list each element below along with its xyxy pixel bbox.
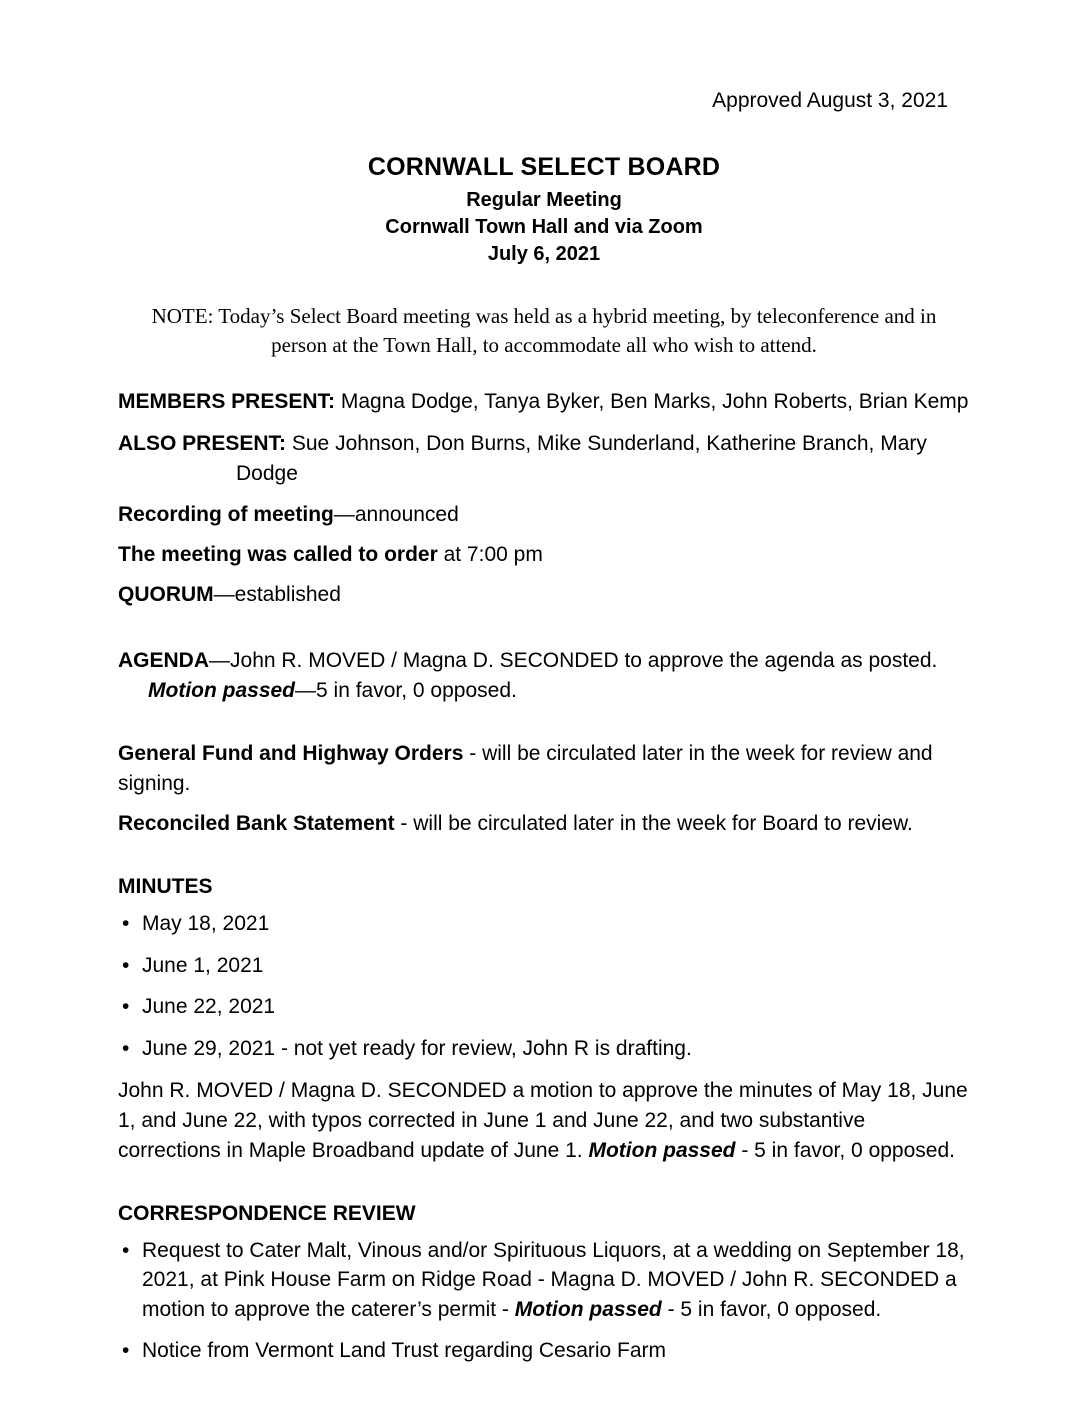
correspondence-item-1-text: Request to Cater Malt, Vinous and/or Spirituous Liquors, at a wedding on September 18, 2021, at Pink House Farm on Ridge Road - Magna D. MOVED / John R. SECONDED a motion to approve the caterer’s permit -	[142, 1238, 965, 1322]
agenda-motion-line	[118, 676, 970, 706]
called-to-order	[118, 540, 970, 570]
members-present-value: Magna Dodge, Tanya Byker, Ben Marks, John Roberts, Brian Kemp	[335, 389, 969, 413]
list-item: • Notice from Vermont Land Trust regarding Cesario Farm	[118, 1336, 970, 1366]
agenda-line	[118, 646, 970, 676]
spacer-3	[118, 849, 970, 875]
bank-statement-value: - will be circulated later in the week for Board to review.	[394, 812, 913, 835]
list-item: • June 1, 2021	[118, 951, 970, 981]
called-to-order-label: The meeting was called to order	[118, 543, 438, 567]
minutes-list	[118, 909, 970, 1064]
recording-label: Recording of meeting	[118, 503, 334, 527]
agenda-motion-value: —5 in favor, 0 opposed.	[295, 678, 517, 702]
general-fund-orders	[118, 739, 970, 799]
bank-statement-label: Reconciled Bank Statement	[118, 812, 395, 835]
minutes-approval-paragraph	[118, 1076, 970, 1165]
list-item: • June 29, 2021 - not yet ready for review, John R is drafting.	[118, 1034, 970, 1064]
correspondence-item-1-motion: Motion passed	[514, 1298, 662, 1322]
quorum-label: QUORUM	[118, 582, 214, 606]
recording-of-meeting	[118, 500, 970, 530]
list-item	[118, 1236, 970, 1325]
spacer-2	[118, 705, 970, 739]
members-present	[118, 387, 970, 417]
correspondence-item-1-result: - 5 in favor, 0 opposed.	[661, 1298, 882, 1322]
general-fund-label: General Fund and Highway Orders	[118, 742, 464, 766]
members-present-label: MEMBERS PRESENT:	[118, 389, 336, 413]
correspondence-heading: CORRESPONDENCE REVIEW	[118, 1201, 416, 1225]
spacer-4	[118, 1176, 970, 1202]
reconciled-bank-statement	[118, 809, 970, 839]
spacer-1	[118, 620, 970, 646]
also-present-value: Sue Johnson, Don Burns, Mike Sunderland, Katherine Branch, Mary Dodge	[236, 431, 927, 485]
correspondence-list	[118, 1236, 970, 1366]
agenda-label: AGENDA	[118, 648, 210, 672]
also-present-label: ALSO PRESENT:	[118, 431, 287, 455]
minutes-motion-label: Motion passed	[588, 1138, 736, 1162]
minutes-heading: MINUTES	[118, 874, 213, 898]
minutes-motion-value: - 5 in favor, 0 opposed.	[735, 1138, 955, 1162]
subtitle-line-2: Cornwall Town Hall and via Zoom	[385, 216, 703, 239]
called-to-order-value: at 7:00 pm	[437, 543, 543, 567]
also-present	[118, 429, 970, 489]
quorum	[118, 580, 970, 610]
subtitle-line-3: July 6, 2021	[487, 243, 601, 266]
agenda-value: —John R. MOVED / Magna D. SECONDED to approve the agenda as posted.	[209, 648, 938, 672]
agenda-motion-label: Motion passed	[148, 678, 296, 702]
page-title: CORNWALL SELECT BOARD	[367, 153, 721, 182]
approved-date: Approved August 3, 2021	[712, 89, 948, 112]
quorum-value: —established	[213, 582, 341, 606]
list-item: • May 18, 2021	[118, 909, 970, 939]
list-item: • June 22, 2021	[118, 992, 970, 1022]
minutes-approval-text: John R. MOVED / Magna D. SECONDED a motion to approve the minutes of May 18, June 1, and June 22, with typos corrected in June 1 and June 22, and two substantive corrections in Maple Broadband update of June 1.	[118, 1079, 968, 1162]
general-fund-value: - will be circulated later in the week for review and signing.	[118, 742, 933, 796]
title-block	[118, 153, 970, 268]
recording-value: —announced	[333, 503, 459, 527]
subtitle-line-1: Regular Meeting	[466, 189, 622, 212]
meeting-note: NOTE: Today’s Select Board meeting was held as a hybrid meeting, by teleconference and in person at the Town Hall, to accommodate all who wish to attend.	[151, 304, 937, 357]
